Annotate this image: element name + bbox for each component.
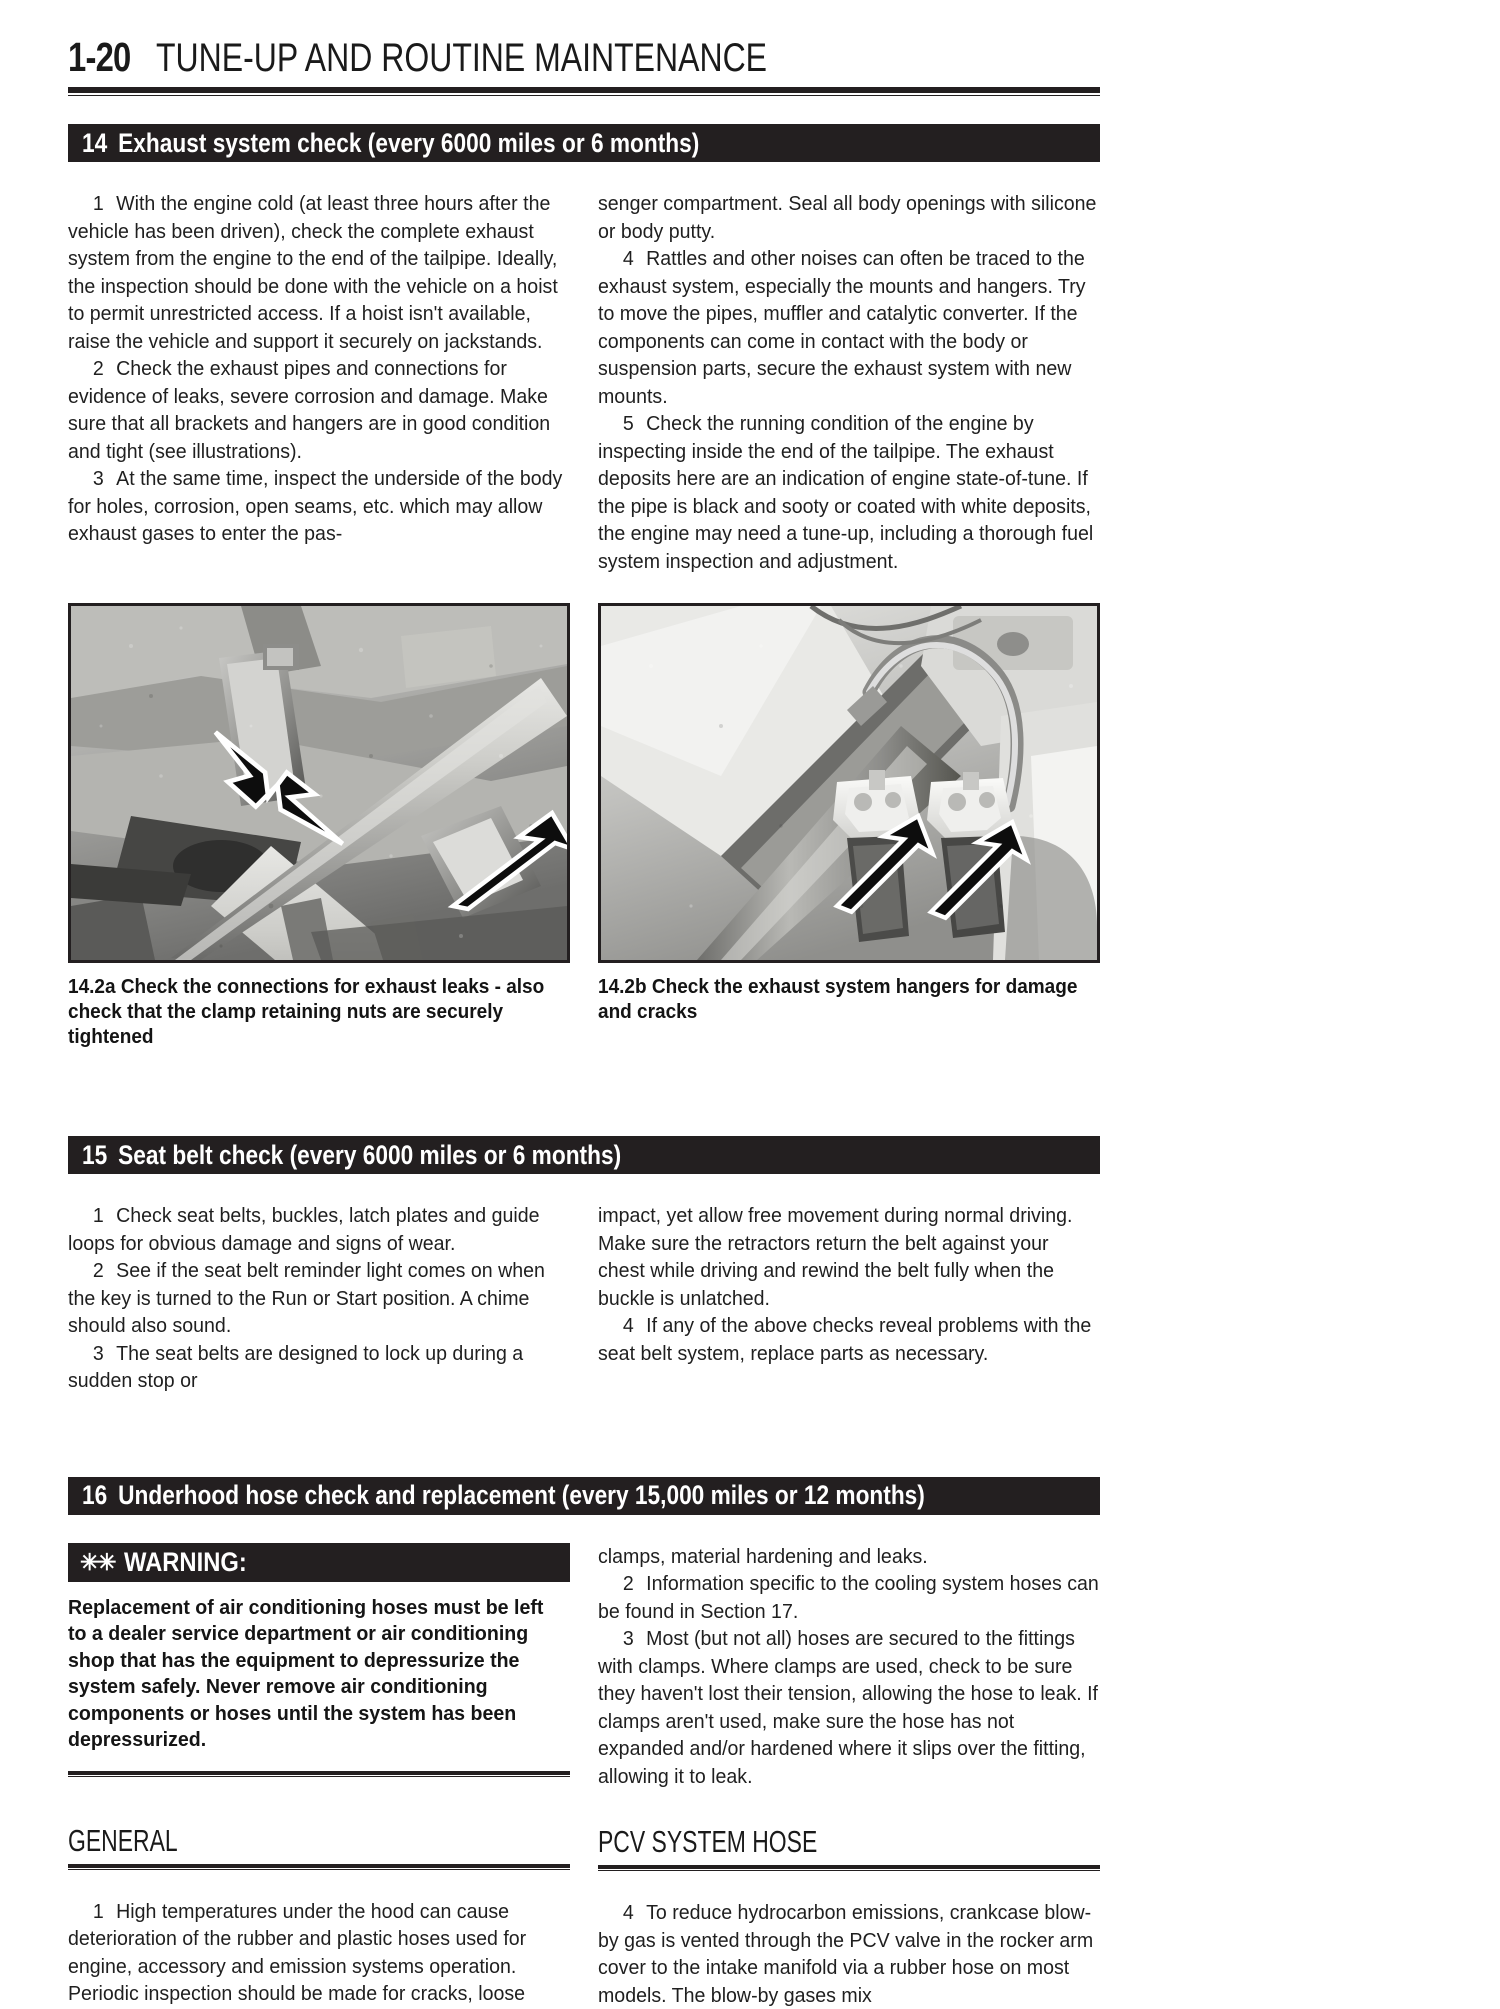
paragraph bbox=[68, 465, 569, 548]
paragraph-number: 2 bbox=[93, 355, 104, 383]
figure-14-2b bbox=[598, 603, 1100, 1050]
paragraph bbox=[68, 190, 569, 355]
warning-text: Replacement of air conditioning hoses must be left to a dealer service department or air conditioning shop that has the equipment to depressurize the system safely. Never remove air conditioning components or hoses until the system has been depressurized. bbox=[68, 1595, 565, 1754]
paragraph-text: At the same time, inspect the underside of the body for holes, corrosion, open seams, etc. which may allow exhaust gases to enter the pas- bbox=[68, 467, 562, 545]
section-15-right-column bbox=[598, 1202, 1100, 1395]
paragraph-text: With the engine cold (at least three hours after the vehicle has been driven), check the complete exhaust system from the engine to the end of the tailpipe. Ideally, the inspection should be done with the vehicle on a hoist to permit unrestricted access. If a hoist isn't available, raise the vehicle and support it securely on jackstands. bbox=[68, 192, 558, 353]
section-header-14 bbox=[68, 124, 1100, 162]
warning-label: WARNING: bbox=[124, 1547, 247, 1578]
paragraph-number: 1 bbox=[93, 190, 104, 218]
paragraph-number: 3 bbox=[623, 1625, 634, 1653]
paragraph-text: High temperatures under the hood can cause deterioration of the rubber and plastic hoses used for engine, accessory and emission systems operation. Periodic inspection should be made for cracks, loose bbox=[68, 1900, 526, 2006]
section-number-14: 14 bbox=[82, 128, 107, 158]
page-title: TUNE-UP AND ROUTINE MAINTENANCE bbox=[156, 36, 767, 81]
paragraph-number: 1 bbox=[93, 1202, 104, 1230]
subheading-pcv-system-hose: PCV SYSTEM HOSE bbox=[598, 1824, 969, 1860]
figure-14-2a bbox=[68, 603, 570, 1050]
paragraph-text: To reduce hydrocarbon emissions, crankcase blow-by gas is vented through the PCV valve in the rocker arm cover to the intake manifold via a rubber hose on most models. The blow-by gases mix bbox=[598, 1901, 1093, 2007]
paragraph-text: Check seat belts, buckles, latch plates and guide loops for obvious damage and signs of wear. bbox=[68, 1204, 539, 1255]
paragraph bbox=[68, 1340, 569, 1395]
paragraph bbox=[598, 1543, 1099, 1571]
paragraph bbox=[598, 410, 1099, 575]
paragraph-number: 2 bbox=[93, 1257, 104, 1285]
warning-asterisk-icon: ✳✳ bbox=[80, 1551, 115, 1574]
paragraph-text: Check the exhaust pipes and connections for evidence of leaks, severe corrosion and damage. Make sure that all brackets and hangers are in good condition and tight (see illustrations). bbox=[68, 357, 550, 463]
paragraph-number: 5 bbox=[623, 410, 634, 438]
photo-exhaust-connections bbox=[68, 603, 570, 963]
section-15-left-column bbox=[68, 1202, 570, 1395]
photo-exhaust-hangers bbox=[598, 603, 1100, 963]
section-number-15: 15 bbox=[82, 1140, 107, 1170]
figure-caption: 14.2b Check the exhaust system hangers for damage and cracks bbox=[598, 975, 1092, 1025]
section-title-14: Exhaust system check (every 6000 miles or 6 months) bbox=[118, 128, 699, 158]
figure-row bbox=[68, 603, 1100, 1050]
paragraph-number: 2 bbox=[623, 1570, 634, 1598]
section-14-left-column bbox=[68, 190, 570, 575]
section-16-columns bbox=[68, 1543, 1100, 2009]
paragraph bbox=[68, 355, 569, 465]
paragraph bbox=[598, 1899, 1099, 2009]
paragraph-text: The seat belts are designed to lock up during a sudden stop or bbox=[68, 1342, 523, 1393]
paragraph-number: 4 bbox=[623, 1899, 634, 1927]
paragraph-text: Check the running condition of the engine by inspecting inside the end of the tailpipe. The exhaust deposits here are an indication of engine state-of-tune. If the pipe is black and sooty or coated with white deposits, the engine may need a tune-up, including a thorough fuel system inspection and adjustment. bbox=[598, 412, 1093, 573]
section-number-16: 16 bbox=[82, 1480, 107, 1510]
paragraph-number: 4 bbox=[623, 245, 634, 273]
paragraph bbox=[598, 1625, 1099, 1790]
section-14-columns bbox=[68, 190, 1100, 575]
paragraph bbox=[68, 1898, 569, 2008]
figure-caption: 14.2a Check the connections for exhaust leaks - also check that the clamp retaining nuts are securely tightened bbox=[68, 975, 562, 1050]
section-16-left-column bbox=[68, 1543, 570, 2009]
paragraph bbox=[598, 1570, 1099, 1625]
subheading-general: GENERAL bbox=[68, 1823, 439, 1859]
section-header-16 bbox=[68, 1477, 1100, 1515]
paragraph bbox=[68, 1202, 569, 1257]
section-15-columns bbox=[68, 1202, 1100, 1395]
paragraph bbox=[68, 1257, 569, 1340]
paragraph-text: Most (but not all) hoses are secured to the fittings with clamps. Where clamps are used, check to be sure they haven't lost their tension, allowing the hose to leak. If clamps aren't used, make sure the hose has not expanded and/or hardened where it slips over the fitting, allowing it to leak. bbox=[598, 1627, 1098, 1788]
paragraph-text: impact, yet allow free movement during normal driving. Make sure the retractors return the belt against your chest while driving and rewind the belt fully when the buckle is unlatched. bbox=[598, 1204, 1072, 1310]
paragraph bbox=[598, 1202, 1099, 1312]
paragraph bbox=[598, 1312, 1099, 1367]
page-number: 1-20 bbox=[68, 34, 130, 81]
paragraph-text: senger compartment. Seal all body openings with silicone or body putty. bbox=[598, 192, 1096, 243]
paragraph-text: See if the seat belt reminder light comes on when the key is turned to the Run or Start position. A chime should also sound. bbox=[68, 1259, 545, 1337]
paragraph bbox=[598, 190, 1099, 245]
section-16-right-column bbox=[598, 1543, 1100, 2009]
paragraph-text: clamps, material hardening and leaks. bbox=[598, 1545, 928, 1568]
paragraph-text: Rattles and other noises can often be traced to the exhaust system, especially the mounts and hangers. Try to move the pipes, muffler and catalytic converter. If the components can come in contact with the body or suspension parts, secure the exhaust system with new mounts. bbox=[598, 247, 1086, 408]
warning-header bbox=[68, 1543, 570, 1582]
section-title-15: Seat belt check (every 6000 miles or 6 months) bbox=[118, 1140, 621, 1170]
paragraph-number: 3 bbox=[93, 465, 104, 493]
paragraph-text: Information specific to the cooling system hoses can be found in Section 17. bbox=[598, 1572, 1099, 1623]
running-head bbox=[60, 0, 1440, 81]
paragraph-number: 1 bbox=[93, 1898, 104, 1926]
paragraph-number: 3 bbox=[93, 1340, 104, 1368]
paragraph-text: If any of the above checks reveal problems with the seat belt system, replace parts as necessary. bbox=[598, 1314, 1091, 1365]
section-title-16: Underhood hose check and replacement (every 15,000 miles or 12 months) bbox=[118, 1480, 925, 1510]
section-header-15 bbox=[68, 1136, 1100, 1174]
section-14-right-column bbox=[598, 190, 1100, 575]
paragraph bbox=[598, 245, 1099, 410]
header-rule bbox=[68, 87, 1100, 96]
paragraph-number: 4 bbox=[623, 1312, 634, 1340]
